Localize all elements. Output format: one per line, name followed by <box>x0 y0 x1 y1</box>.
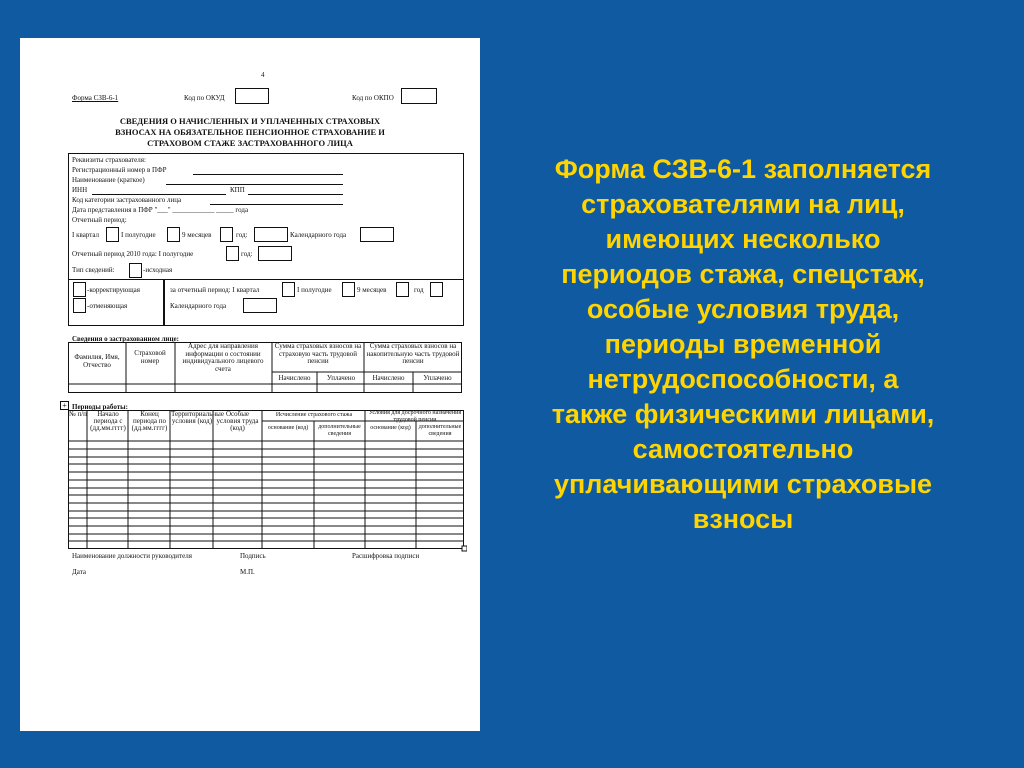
wp-sub-extra-1: дополнительные сведения <box>318 424 361 437</box>
quarter1-label: I квартал <box>72 231 100 239</box>
corrective-box <box>73 282 86 297</box>
insured-paid-2: Уплачено <box>423 374 452 382</box>
caption-line: нетрудоспособности, а <box>587 364 899 394</box>
wp-sub-extra-2: дополнительные сведения <box>418 424 462 437</box>
caption-line: имеющих несколько <box>605 224 881 254</box>
category-code-label: Код категории застрахованного лица <box>72 196 182 204</box>
period-2010-year-label: год: <box>241 250 253 258</box>
nine-months-2-box <box>396 282 409 297</box>
nine-months-label: 9 месяцев <box>182 231 212 239</box>
year-label: год: <box>236 231 248 239</box>
reg-number-label: Регистрационный номер в ПФР <box>72 166 167 174</box>
wp-col-end: Конец периода по (дд.мм.гггг) <box>131 410 168 432</box>
wp-col-num: № п/п <box>69 410 87 418</box>
wp-col-special: Особые условия труда (код) <box>216 410 259 432</box>
cancelling-label: -отменяющая <box>87 302 128 310</box>
date-label: Дата <box>72 568 86 576</box>
insured-accrued-2: Начислено <box>372 374 405 382</box>
nine-months-box <box>220 227 233 242</box>
period-2010-year-box <box>258 246 292 261</box>
kpp-label: КПП <box>230 186 245 194</box>
caption-text <box>478 152 1008 537</box>
wp-col-seniority: Исчисление страхового стажа <box>275 412 353 418</box>
calendar-year-2-box <box>243 298 277 313</box>
caption-line: самостоятельно <box>632 434 854 464</box>
half-year-2-label: I полугодие <box>297 286 332 294</box>
caption-line: Форма СЗВ-6-1 заполняется <box>554 154 932 184</box>
short-name-label: Наименование (краткое) <box>72 176 145 184</box>
form-label: Форма СЗВ-6-1 <box>72 94 119 102</box>
period-heading: Отчетный период: <box>72 216 127 224</box>
year-box <box>254 227 288 242</box>
category-code-line <box>210 204 343 205</box>
stamp-label: М.П. <box>240 568 255 576</box>
insured-col-funded-part: Сумма страховых взносов на накопительную часть трудовой пенсии <box>366 342 460 365</box>
form-title-line-2: ВЗНОСАХ НА ОБЯЗАТЕЛЬНОЕ ПЕНСИОННОЕ СТРАХОВАНИЕ И <box>115 127 385 137</box>
insured-col-address: Адрес для направления информации о состоянии индивидуального лицевого счета <box>182 342 264 373</box>
calendar-year-label: Календарного года <box>290 231 347 239</box>
cancelling-box <box>73 298 86 313</box>
inn-line <box>92 194 226 195</box>
initial-box <box>129 263 142 278</box>
work-periods-heading: Периоды работы: <box>72 403 128 411</box>
initial-label: -исходная <box>143 266 173 274</box>
decryption-label: Расшифровка подписи <box>352 552 420 560</box>
inn-label: ИНН <box>72 186 88 194</box>
calendar-year-2-label: Календарного года <box>170 302 227 310</box>
form-document-scan <box>20 38 480 731</box>
insured-heading: Сведения о застрахованном лице: <box>72 335 179 343</box>
insured-accrued-1: Начислено <box>278 374 311 382</box>
for-period-label: за отчетный период: I квартал <box>170 286 260 294</box>
okud-label: Код по ОКУД <box>184 94 225 102</box>
insured-col-name: Фамилия, Имя, Отчество <box>74 353 120 369</box>
caption-line: взносы <box>692 504 794 534</box>
expand-marker-icon: + <box>60 401 69 410</box>
wp-col-territorial: Территориальные условия (код) <box>171 410 224 425</box>
caption-line: особые условия труда, <box>586 294 900 324</box>
quarter1-box <box>106 227 119 242</box>
wp-col-early: Условия для досрочного назначения трудовой пенсии <box>368 410 462 423</box>
wp-col-start: Начало периода с (дд.мм.гггг) <box>90 410 126 432</box>
half-year-box <box>167 227 180 242</box>
caption-line: также физическими лицами, <box>551 399 935 429</box>
year-2-label: год <box>414 286 424 294</box>
caption-line: периоды временной <box>604 329 882 359</box>
form-title-line-1: СВЕДЕНИЯ О НАЧИСЛЕННЫХ И УПЛАЧЕННЫХ СТРАХОВЫХ <box>119 116 381 126</box>
half-year-label: I полугодие <box>121 231 156 239</box>
calendar-year-box <box>360 227 394 242</box>
okud-box <box>235 88 269 104</box>
year-2-box <box>430 282 443 297</box>
okpo-label: Код по ОКПО <box>352 94 394 102</box>
insured-col-insurance-part: Сумма страховых взносов на страховую часть трудовой пенсии <box>274 342 362 365</box>
period-2010-half-box <box>226 246 239 261</box>
form-title-line-3: СТРАХОВОМ СТАЖЕ ЗАСТРАХОВАННОГО ЛИЦА <box>147 138 353 148</box>
head-position-label: Наименование должности руководителя <box>72 552 192 560</box>
corrective-label: -корректирующая <box>87 286 140 294</box>
short-name-line <box>166 184 343 185</box>
kpp-line <box>248 194 343 195</box>
half-year-2-box <box>342 282 355 297</box>
requisites-heading: Реквизиты страхователя: <box>72 156 146 164</box>
page-number: 4 <box>261 71 265 79</box>
nine-months-2-label: 9 месяцев <box>357 286 387 294</box>
insured-paid-1: Уплачено <box>326 374 356 382</box>
reg-number-line <box>193 174 343 175</box>
wp-sub-basis-1: основание (код) <box>267 425 309 431</box>
submit-date-label: Дата представления в ПФР "___" ____________ _____ года <box>72 206 249 214</box>
signature-label: Подпись <box>240 552 266 560</box>
period-2010-label: Отчетный период 2010 года: I полугодие <box>72 250 194 258</box>
caption-line: уплачивающими страховые <box>553 469 933 499</box>
insured-col-snils: Страховой номер <box>134 349 166 365</box>
caption-line: периодов стажа, спецстаж, <box>561 259 925 289</box>
for-quarter1-box <box>282 282 295 297</box>
info-type-label: Тип сведений: <box>72 266 115 274</box>
wp-sub-basis-2: основание (код) <box>370 425 411 431</box>
okpo-box <box>401 88 437 104</box>
caption-line: страхователями на лиц, <box>581 189 905 219</box>
